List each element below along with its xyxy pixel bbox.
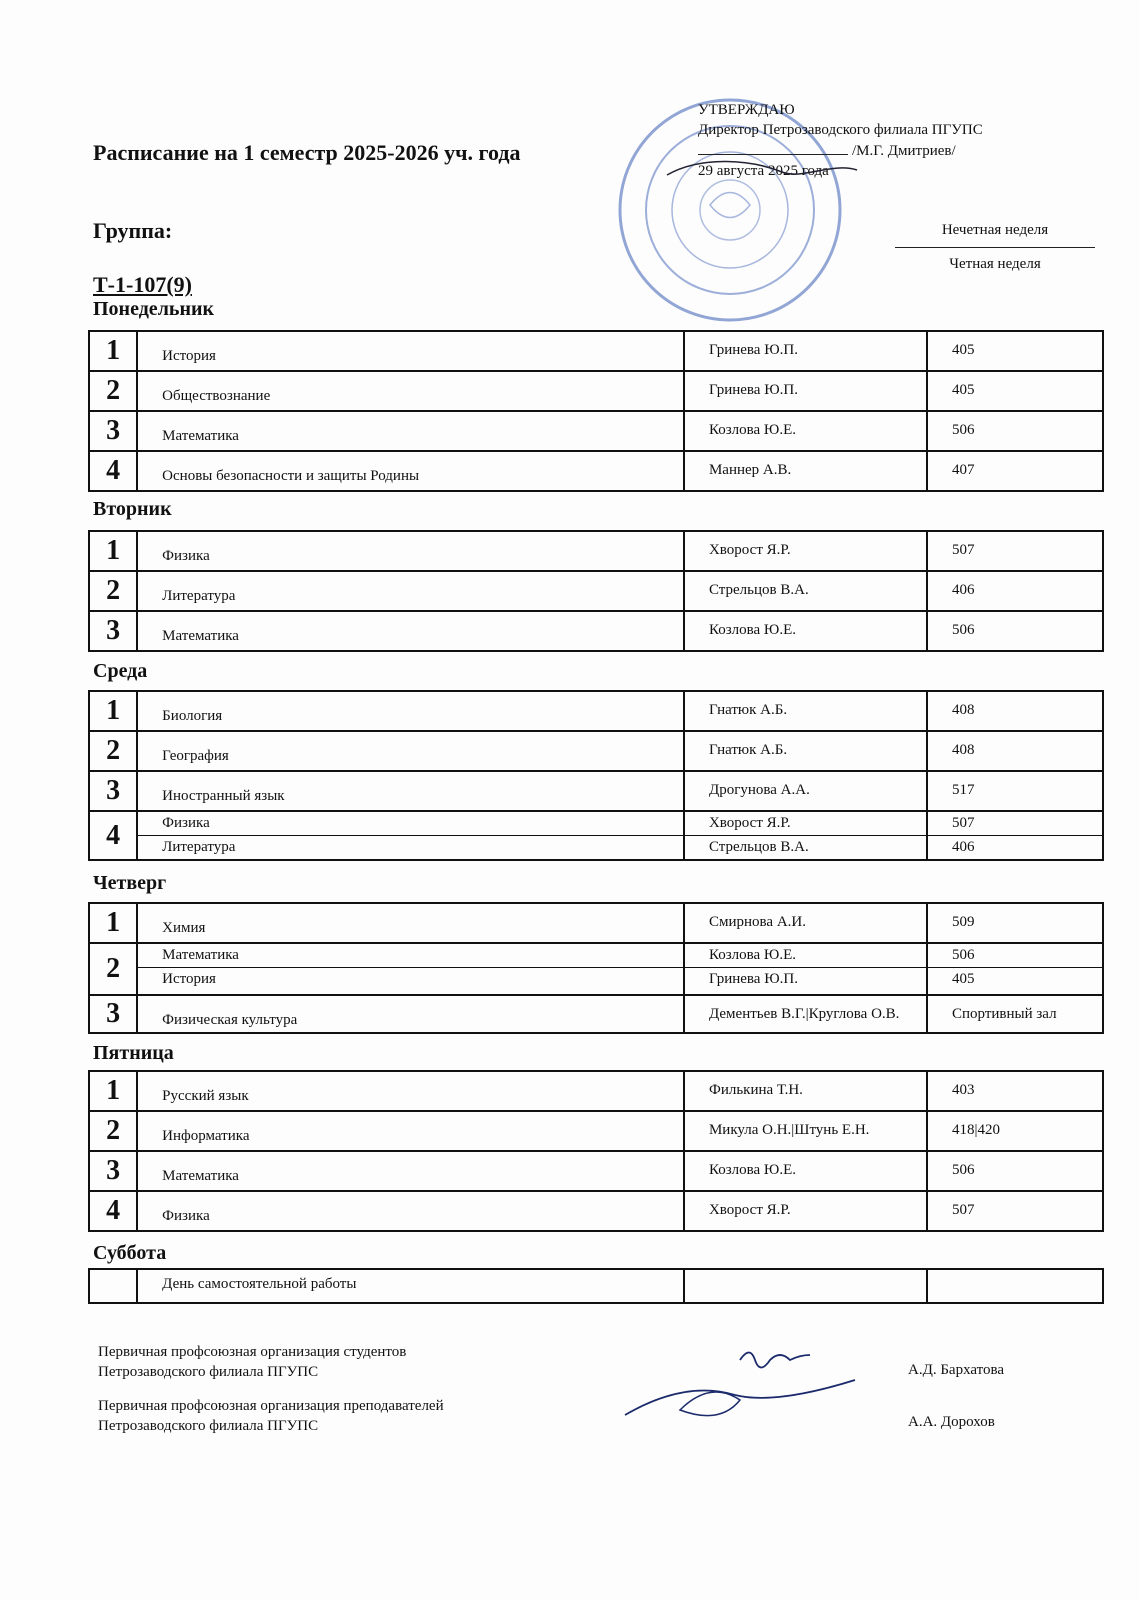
subject-cell-text: Информатика	[162, 1128, 250, 1144]
table-row	[89, 1111, 1103, 1151]
room-cell	[927, 331, 1103, 371]
day-schedule-table	[88, 530, 1104, 652]
teacher-cell-text: Дрогунова А.А.	[708, 782, 810, 798]
table-row	[89, 331, 1103, 371]
teacher-cell-text: Филькина Т.Н.	[708, 1082, 803, 1098]
subject-cell	[137, 331, 684, 371]
teacher-cell	[684, 995, 927, 1033]
room-cell	[927, 771, 1103, 811]
teacher-cell	[684, 943, 927, 995]
room-cell	[927, 611, 1103, 651]
subject-cell-text: Обществознание	[162, 388, 271, 404]
subject-cell-text: Биология	[162, 708, 223, 724]
day-schedule-table	[88, 690, 1104, 861]
table-row	[89, 1151, 1103, 1191]
room-cell-text: 408	[951, 742, 975, 758]
room-cell-text: 507	[951, 542, 975, 558]
teacher-cell	[684, 611, 927, 651]
teacher-cell-text	[685, 1270, 926, 1276]
day-schedule-table	[88, 1268, 1104, 1304]
day-heading: Пятница	[93, 1042, 174, 1064]
subject-cell	[137, 371, 684, 411]
room-cell-text: 506	[951, 622, 975, 638]
table-row	[89, 771, 1103, 811]
table-row	[89, 731, 1103, 771]
group-label: Группа:	[93, 218, 173, 243]
teacher-cell	[684, 691, 927, 731]
subject-cell-text: Русский язык	[162, 1088, 249, 1104]
approval-heading: УТВЕРЖДАЮ	[698, 102, 795, 118]
teacher-cell-text: Хворост Я.Р.	[708, 542, 791, 558]
teacher-cell	[684, 1191, 927, 1231]
room-cell	[927, 1191, 1103, 1231]
subject-cell-text: География	[162, 748, 229, 764]
teacher-cell-text: Гринева Ю.П.	[708, 342, 798, 358]
table-row	[89, 531, 1103, 571]
subject-cell-odd-week: Математика	[138, 944, 683, 968]
subject-cell-odd-week: Физика	[138, 812, 683, 836]
subject-cell	[137, 943, 684, 995]
table-row	[89, 1191, 1103, 1231]
teacher-cell-even-week: Стрельцов В.А.	[708, 839, 809, 855]
room-cell-text: 405	[951, 342, 975, 358]
table-row	[89, 943, 1103, 995]
room-cell	[927, 371, 1103, 411]
table-row	[89, 995, 1103, 1033]
day-schedule-table	[88, 902, 1104, 1034]
room-cell-even-week: 405	[951, 971, 975, 987]
lesson-number: 1	[89, 903, 137, 943]
day-heading: Четверг	[93, 872, 167, 894]
subject-cell-even-week: История	[162, 971, 216, 987]
footer-org1-line2: Петрозаводского филиала ПГУПС	[98, 1364, 319, 1380]
teacher-cell	[684, 371, 927, 411]
room-cell-text: 517	[951, 782, 975, 798]
day-heading: Суббота	[93, 1242, 167, 1264]
room-cell	[927, 531, 1103, 571]
footer-org2-line2: Петрозаводского филиала ПГУПС	[98, 1418, 319, 1434]
day-heading: Понедельник	[93, 298, 215, 320]
lesson-number	[89, 1269, 137, 1303]
approval-position: Директор Петрозаводского филиала ПГУПС	[698, 122, 983, 138]
signer-name-2: А.А. Дорохов	[908, 1414, 995, 1430]
table-row	[89, 811, 1103, 860]
subject-cell-text: Иностранный язык	[162, 788, 285, 804]
lesson-number: 1	[89, 531, 137, 571]
lesson-number: 4	[89, 811, 137, 860]
subject-cell-text: Химия	[162, 920, 206, 936]
room-cell-text: 406	[951, 582, 975, 598]
signer-name-1: А.Д. Бархатова	[908, 1362, 1005, 1378]
table-row	[89, 1269, 1103, 1303]
lesson-number: 3	[89, 411, 137, 451]
room-cell-text: 408	[951, 702, 975, 718]
even-week-label: Четная неделя	[949, 256, 1041, 272]
lesson-number: 2	[89, 371, 137, 411]
subject-cell	[137, 1269, 684, 1303]
teacher-cell	[684, 1071, 927, 1111]
teacher-cell-text: Гринева Ю.П.	[708, 382, 798, 398]
teacher-cell	[684, 1151, 927, 1191]
subject-cell-text: Математика	[162, 428, 239, 444]
subject-cell	[137, 1151, 684, 1191]
room-cell	[927, 1269, 1103, 1303]
room-cell	[927, 411, 1103, 451]
teacher-cell-text: Маннер А.В.	[708, 462, 792, 478]
lesson-number: 4	[89, 451, 137, 491]
subject-cell	[137, 1071, 684, 1111]
subject-cell	[137, 771, 684, 811]
room-cell	[927, 943, 1103, 995]
room-cell-text: 506	[951, 422, 975, 438]
table-row	[89, 571, 1103, 611]
week-legend	[895, 222, 1095, 273]
lesson-number: 2	[89, 943, 137, 995]
subject-cell-text: Математика	[162, 1168, 239, 1184]
room-cell-text: 405	[951, 382, 975, 398]
room-cell-text: 507	[951, 1202, 975, 1218]
lesson-number: 2	[89, 1111, 137, 1151]
subject-cell-text: Основы безопасности и защиты Родины	[162, 468, 420, 484]
table-row	[89, 691, 1103, 731]
subject-cell	[137, 531, 684, 571]
union-org-teachers	[98, 1396, 444, 1436]
subject-cell-text: Физика	[162, 1208, 210, 1224]
room-cell-even-week: 406	[951, 839, 975, 855]
subject-cell	[137, 731, 684, 771]
subject-cell	[137, 811, 684, 860]
teacher-cell	[684, 451, 927, 491]
room-cell-text: 403	[951, 1082, 975, 1098]
room-cell-text	[928, 1270, 1102, 1276]
subject-cell	[137, 1111, 684, 1151]
teacher-cell-text: Смирнова А.И.	[708, 914, 806, 930]
subject-cell-text: История	[162, 348, 216, 364]
room-cell	[927, 451, 1103, 491]
approval-date: 29 августа 2025 года	[698, 163, 829, 179]
subject-cell	[137, 451, 684, 491]
subject-cell	[137, 1191, 684, 1231]
room-cell	[927, 571, 1103, 611]
teacher-cell-odd-week: Хворост Я.Р.	[685, 812, 926, 836]
day-schedule-table	[88, 1070, 1104, 1232]
page-title: Расписание на 1 семестр 2025-2026 уч. года	[93, 140, 521, 165]
table-row	[89, 451, 1103, 491]
subject-cell-text: Физическая культура	[162, 1012, 298, 1028]
teacher-cell-text: Гнатюк А.Б.	[708, 702, 788, 718]
room-cell-text: Спортивный зал	[951, 1006, 1057, 1022]
teacher-cell	[684, 571, 927, 611]
subject-cell	[137, 903, 684, 943]
group-code: Т-1-107(9)	[93, 272, 192, 297]
teacher-cell-text: Козлова Ю.Е.	[708, 422, 797, 438]
union-org-students	[98, 1342, 406, 1382]
teacher-cell	[684, 531, 927, 571]
teacher-cell	[684, 731, 927, 771]
teacher-cell	[684, 771, 927, 811]
subject-cell-text: Литература	[162, 588, 236, 604]
subject-cell-even-week: Литература	[162, 839, 236, 855]
lesson-number: 4	[89, 1191, 137, 1231]
room-cell	[927, 1111, 1103, 1151]
room-cell-text: 509	[951, 914, 975, 930]
subject-cell	[137, 995, 684, 1033]
subject-cell	[137, 411, 684, 451]
subject-cell	[137, 691, 684, 731]
lesson-number: 3	[89, 771, 137, 811]
lesson-number: 1	[89, 691, 137, 731]
approval-name: /М.Г. Дмитриев/	[852, 143, 956, 159]
table-row	[89, 411, 1103, 451]
footer-org1-line1: Первичная профсоюзная организация студентов	[98, 1344, 407, 1360]
table-row	[89, 1071, 1103, 1111]
day-heading: Вторник	[93, 498, 172, 520]
day-schedule-table	[88, 330, 1104, 492]
subject-cell-text: Физика	[162, 548, 210, 564]
room-cell-text: 418|420	[951, 1122, 1000, 1138]
subject-cell-text: День самостоятельной работы	[162, 1276, 357, 1292]
lesson-number: 1	[89, 331, 137, 371]
teacher-cell-text: Козлова Ю.Е.	[708, 622, 797, 638]
lesson-number: 2	[89, 731, 137, 771]
room-cell-text: 506	[951, 1162, 975, 1178]
teacher-cell-text: Стрельцов В.А.	[708, 582, 809, 598]
teacher-cell	[684, 811, 927, 860]
lesson-number: 1	[89, 1071, 137, 1111]
teacher-cell-odd-week: Козлова Ю.Е.	[685, 944, 926, 968]
footer-org2-line1: Первичная профсоюзная организация преподавателей	[98, 1398, 444, 1414]
teacher-cell-text: Микула О.Н.|Штунь Е.Н.	[708, 1122, 870, 1138]
subject-cell	[137, 611, 684, 651]
union-signatures-icon	[620, 1340, 870, 1440]
table-row	[89, 611, 1103, 651]
subject-cell	[137, 571, 684, 611]
room-cell	[927, 691, 1103, 731]
room-cell	[927, 995, 1103, 1033]
day-heading: Среда	[93, 660, 148, 682]
director-signature-icon	[662, 150, 862, 190]
lesson-number: 3	[89, 1151, 137, 1191]
teacher-cell	[684, 903, 927, 943]
room-cell	[927, 903, 1103, 943]
teacher-cell	[684, 1269, 927, 1303]
lesson-number: 3	[89, 995, 137, 1033]
room-cell-odd-week: 506	[928, 944, 1102, 968]
subject-cell-text: Математика	[162, 628, 239, 644]
teacher-cell-text: Дементьев В.Г.|Круглова О.В.	[708, 1006, 900, 1022]
lesson-number: 3	[89, 611, 137, 651]
teacher-cell-even-week: Гринева Ю.П.	[708, 971, 798, 987]
room-cell	[927, 731, 1103, 771]
teacher-cell	[684, 411, 927, 451]
table-row	[89, 903, 1103, 943]
room-cell-odd-week: 507	[928, 812, 1102, 836]
teacher-cell-text: Хворост Я.Р.	[708, 1202, 791, 1218]
teacher-cell-text: Козлова Ю.Е.	[708, 1162, 797, 1178]
teacher-cell	[684, 1111, 927, 1151]
room-cell	[927, 811, 1103, 860]
table-row	[89, 371, 1103, 411]
room-cell-text: 407	[951, 462, 975, 478]
room-cell	[927, 1071, 1103, 1111]
lesson-number: 2	[89, 571, 137, 611]
teacher-cell	[684, 331, 927, 371]
odd-week-label: Нечетная неделя	[895, 222, 1095, 248]
room-cell	[927, 1151, 1103, 1191]
teacher-cell-text: Гнатюк А.Б.	[708, 742, 788, 758]
